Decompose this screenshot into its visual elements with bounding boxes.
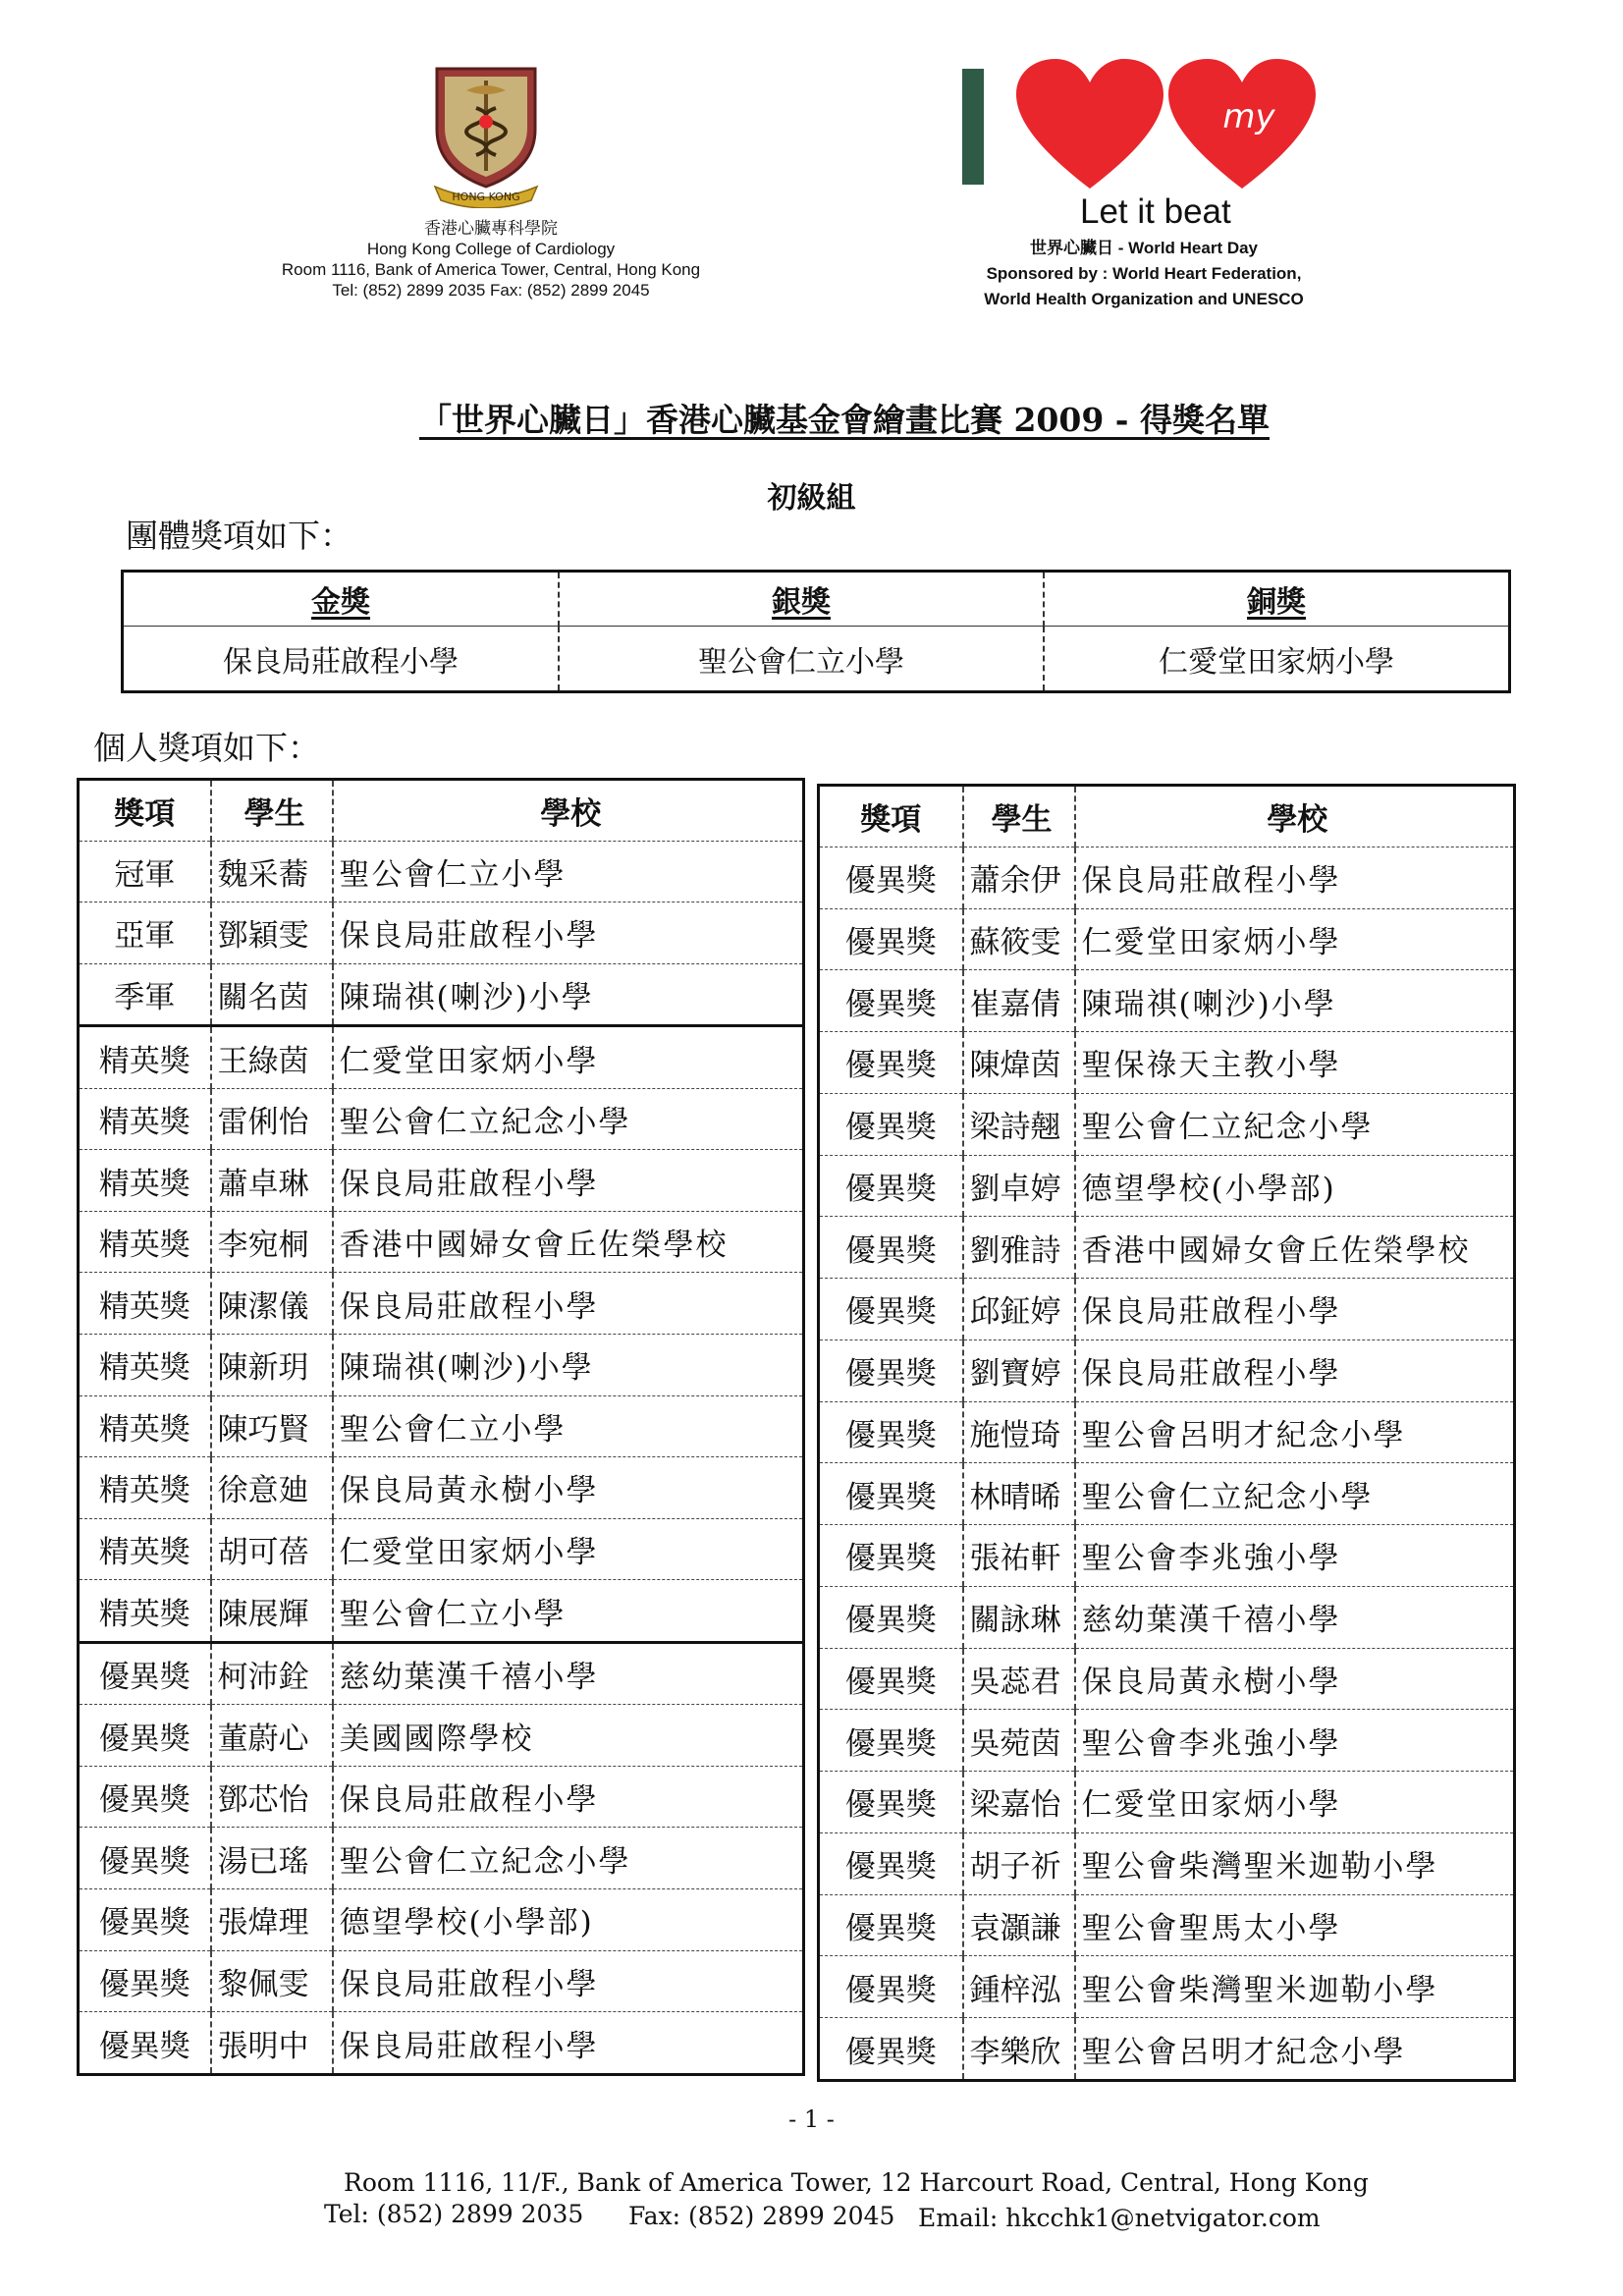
student-cell: 李宛桐: [211, 1211, 333, 1273]
student-cell: 陳煒茵: [963, 1032, 1075, 1094]
student-cell: 陳巧賢: [211, 1395, 333, 1457]
student-cell: 邱鉦婷: [963, 1279, 1075, 1340]
table-row: [819, 1401, 1515, 1463]
student-cell: 張煒理: [211, 1889, 333, 1951]
page-title: 「世界心臟日」香港心臟基金會繪畫比賽 2009 - 得獎名單: [418, 401, 1270, 439]
heart-tagline: Let it beat: [1080, 192, 1231, 231]
table-row: [79, 1889, 804, 1951]
column-student: 學生: [211, 780, 333, 842]
group-column-silver: 銀獎: [559, 572, 1044, 627]
award-cell: 精英獎: [79, 1580, 211, 1643]
student-cell: 蘇筱雯: [963, 908, 1075, 970]
award-cell: 精英獎: [79, 1273, 211, 1335]
college-tel-fax: Tel: (852) 2899 2035 Fax: (852) 2899 2045: [332, 281, 650, 300]
student-cell: 雷俐怡: [211, 1088, 333, 1150]
award-cell: 優異獎: [819, 1894, 963, 1956]
school-cell: 聖公會仁立小學: [333, 841, 804, 902]
table-row: [79, 1766, 804, 1828]
logo-i-bar: [962, 69, 984, 185]
table-row: [79, 963, 804, 1026]
school-cell: 保良局莊啟程小學: [1075, 847, 1515, 908]
column-award: 獎項: [79, 780, 211, 842]
table-row: [819, 1093, 1515, 1155]
school-cell: 保良局黃永樹小學: [1075, 1648, 1515, 1710]
student-cell: 梁詩翹: [963, 1093, 1075, 1155]
award-cell: 亞軍: [79, 902, 211, 964]
school-cell: 聖公會仁立紀念小學: [1075, 1463, 1515, 1525]
school-cell: 聖公會柴灣聖米迦勒小學: [1075, 1832, 1515, 1894]
school-cell: 美國國際學校: [333, 1705, 804, 1767]
school-cell: 慈幼葉漢千禧小學: [333, 1642, 804, 1705]
table-row: [79, 1026, 804, 1089]
table-row: [79, 1273, 804, 1335]
college-name-en: Hong Kong College of Cardiology: [366, 240, 616, 258]
award-cell: 優異獎: [79, 1766, 211, 1828]
footer-address: Room 1116, 11/F., Bank of America Tower, 12 Harcourt Road, Central, Hong Kong: [344, 2168, 1369, 2197]
individual-awards-heading: 個人獎項如下：: [93, 729, 320, 767]
award-cell: 優異獎: [819, 1586, 963, 1648]
school-cell: 聖保祿天主教小學: [1075, 1032, 1515, 1094]
award-cell: 精英獎: [79, 1457, 211, 1519]
table-row: [819, 1463, 1515, 1525]
crest-banner: HONG KONG: [452, 191, 520, 203]
table-row: [819, 1956, 1515, 2018]
award-cell: 優異獎: [819, 1956, 963, 2018]
school-cell: 聖公會呂明才紀念小學: [1075, 1401, 1515, 1463]
table-row: [79, 1150, 804, 1212]
table-header-row: [819, 786, 1515, 847]
award-cell: 優異獎: [79, 1828, 211, 1889]
table-row: [819, 1339, 1515, 1401]
table-row: [819, 1648, 1515, 1710]
school-cell: 保良局黃永樹小學: [333, 1457, 804, 1519]
school-cell: 德望學校(小學部): [1075, 1155, 1515, 1217]
award-cell: 優異獎: [98, 2028, 190, 2064]
school-cell: 聖公會李兆強小學: [1075, 1525, 1515, 1587]
student-cell: 徐意廸: [211, 1457, 333, 1519]
award-cell: 精英獎: [79, 1211, 211, 1273]
table-row: [79, 1705, 804, 1767]
student-cell: 鄧穎雯: [211, 902, 333, 964]
group-column-bronze: 銅獎: [1044, 572, 1510, 627]
student-cell: 胡子祈: [963, 1832, 1075, 1894]
award-cell: 優異獎: [819, 1648, 963, 1710]
school-cell: 保良局莊啟程小學: [333, 1273, 804, 1335]
school-cell: 陳瑞祺(喇沙)小學: [333, 963, 804, 1026]
school-cell: 保良局莊啟程小學: [333, 1950, 804, 2012]
table-row: [819, 1710, 1515, 1772]
column-student: 學生: [963, 786, 1075, 847]
school-cell: 保良局莊啟程小學: [333, 1766, 804, 1828]
school-cell: 聖公會仁立紀念小學: [333, 1088, 804, 1150]
student-cell: 李樂欣: [963, 2018, 1075, 2081]
student-cell: 張祐軒: [963, 1525, 1075, 1587]
table-row: [79, 2012, 804, 2075]
college-name-zh: 香港心臟專科學院: [424, 219, 558, 238]
footer-email: Email: hkcchk1@netvigator.com: [918, 2204, 1321, 2232]
award-cell: 優異獎: [819, 1339, 963, 1401]
table-row: [79, 1518, 804, 1580]
table-row: [79, 1335, 804, 1396]
award-cell: 優異獎: [819, 847, 963, 908]
school-cell: 聖公會柴灣聖米迦勒小學: [1075, 1956, 1515, 2018]
student-cell: 魏采蕎: [211, 841, 333, 902]
school-cell: 香港中國婦女會丘佐榮學校: [333, 1211, 804, 1273]
school-cell: 保良局莊啟程小學: [333, 1150, 804, 1212]
table-row: [819, 847, 1515, 908]
award-cell: 優異獎: [79, 1889, 211, 1951]
footer-tel: Tel: (852) 2899 2035: [324, 2200, 584, 2228]
table-row: [819, 1586, 1515, 1648]
school-cell: 保良局莊啟程小學: [1075, 1279, 1515, 1340]
student-cell: 吳菀茵: [963, 1710, 1075, 1772]
student-cell: 黎佩雯: [211, 1950, 333, 2012]
table-row: [819, 908, 1515, 970]
award-cell: 優異獎: [819, 970, 963, 1032]
student-cell: 梁嘉怡: [963, 1772, 1075, 1833]
award-cell: 精英獎: [79, 1335, 211, 1396]
student-cell: 陳新玥: [211, 1335, 333, 1396]
table-row: [79, 1457, 804, 1519]
student-cell: 胡可蓓: [211, 1518, 333, 1580]
student-cell: 劉雅詩: [963, 1217, 1075, 1279]
table-row: [819, 1279, 1515, 1340]
table-row: [819, 1217, 1515, 1279]
award-cell: 精英獎: [79, 1395, 211, 1457]
school-cell: 聖公會呂明才紀念小學: [1075, 2018, 1515, 2081]
table-row: [79, 902, 804, 964]
table-row: [79, 1580, 804, 1643]
sponsor-line-1: Sponsored by : World Heart Federation,: [986, 264, 1302, 283]
student-cell: 崔嘉倩: [963, 970, 1075, 1032]
school-cell: 德望學校(小學部): [333, 1889, 804, 1951]
individual-awards-left-table: [77, 778, 805, 2076]
award-cell: 優異獎: [79, 1642, 211, 1705]
student-cell: 關名茵: [211, 963, 333, 1026]
student-cell: 柯沛銓: [211, 1642, 333, 1705]
school-cell: 聖公會聖馬太小學: [1075, 1894, 1515, 1956]
school-cell: 聖公會仁立紀念小學: [1075, 1093, 1515, 1155]
school-cell: 保良局莊啟程小學: [1075, 1339, 1515, 1401]
group-awards-heading: 團體獎項如下：: [126, 517, 352, 555]
award-cell: 優異獎: [819, 1832, 963, 1894]
award-cell: 精英獎: [79, 1026, 211, 1089]
table-row: [819, 1772, 1515, 1833]
table-row: [79, 1088, 804, 1150]
table-row: [819, 1832, 1515, 1894]
award-cell: 優異獎: [819, 1710, 963, 1772]
group-silver-school: 聖公會仁立小學: [559, 627, 1044, 692]
table-row: [79, 1828, 804, 1889]
school-cell: 聖公會仁立小學: [333, 1580, 804, 1643]
group-column-gold: 金獎: [123, 572, 560, 627]
school-cell: 聖公會仁立小學: [333, 1395, 804, 1457]
table-row: [819, 1032, 1515, 1094]
college-address: Room 1116, Bank of America Tower, Central, Hong Kong: [281, 260, 701, 279]
table-row: [79, 1211, 804, 1273]
world-heart-day: 世界心臟日 - World Heart Day: [1029, 239, 1259, 257]
award-cell: 優異獎: [819, 1525, 963, 1587]
student-cell: 湯已瑤: [211, 1828, 333, 1889]
school-cell: 陳瑞祺(喇沙)小學: [1075, 970, 1515, 1032]
school-cell: 香港中國婦女會丘佐榮學校: [1075, 1217, 1515, 1279]
table-row: [819, 1525, 1515, 1587]
award-cell: 優異獎: [79, 1950, 211, 2012]
student-cell: 董蔚心: [211, 1705, 333, 1767]
table-row: [819, 1155, 1515, 1217]
school-cell: 仁愛堂田家炳小學: [1075, 908, 1515, 970]
college-crest-logo: [427, 61, 545, 208]
award-cell: 優異獎: [819, 1279, 963, 1340]
student-cell: 張明中: [211, 2012, 333, 2075]
group-gold-school: 保良局莊啟程小學: [223, 644, 459, 680]
award-cell: 優異獎: [819, 1217, 963, 1279]
school-cell: 仁愛堂田家炳小學: [333, 1026, 804, 1089]
award-cell: 優異獎: [819, 1463, 963, 1525]
award-cell: 優異獎: [819, 1032, 963, 1094]
division-title: 初級組: [767, 481, 856, 516]
award-cell: 季軍: [79, 963, 211, 1026]
group-awards-table: [121, 570, 1511, 693]
school-cell: 仁愛堂田家炳小學: [333, 1518, 804, 1580]
table-header-row: [79, 780, 804, 842]
heart-word: my: [1222, 97, 1275, 137]
page-number: - 1 -: [788, 2105, 835, 2133]
award-cell: 優異獎: [819, 1401, 963, 1463]
student-cell: 吳蕊君: [963, 1648, 1075, 1710]
table-row: [79, 1950, 804, 2012]
award-cell: 精英獎: [79, 1088, 211, 1150]
award-cell: 精英獎: [79, 1150, 211, 1212]
table-row: [79, 1395, 804, 1457]
table-row: [79, 841, 804, 902]
table-row: [819, 1894, 1515, 1956]
school-cell: 保良局莊啟程小學: [333, 902, 804, 964]
award-cell: 優異獎: [844, 2034, 937, 2070]
student-cell: 袁灝謙: [963, 1894, 1075, 1956]
column-award: 獎項: [819, 786, 963, 847]
student-cell: 施愷琦: [963, 1401, 1075, 1463]
award-cell: 優異獎: [819, 1155, 963, 1217]
school-cell: 慈幼葉漢千禧小學: [1075, 1586, 1515, 1648]
award-cell: 優異獎: [819, 1772, 963, 1833]
column-school: 學校: [333, 780, 804, 842]
student-cell: 鄧芯怡: [211, 1766, 333, 1828]
column-school: 學校: [1075, 786, 1515, 847]
school-cell: 仁愛堂田家炳小學: [1075, 1772, 1515, 1833]
table-row: [819, 970, 1515, 1032]
school-cell: 保良局莊啟程小學: [333, 2012, 804, 2075]
heart-my-icon: [1168, 59, 1316, 196]
student-cell: 蕭卓琳: [211, 1150, 333, 1212]
school-cell: 聖公會李兆強小學: [1075, 1710, 1515, 1772]
table-row: [819, 2018, 1515, 2081]
student-cell: 蕭余伊: [963, 847, 1075, 908]
table-row: [79, 1642, 804, 1705]
award-cell: 優異獎: [819, 908, 963, 970]
heart-icon: [1016, 59, 1163, 196]
student-cell: 陳潔儀: [211, 1273, 333, 1335]
student-cell: 陳展輝: [211, 1580, 333, 1643]
student-cell: 鍾梓泓: [963, 1956, 1075, 2018]
school-cell: 聖公會仁立紀念小學: [333, 1828, 804, 1889]
footer-fax: Fax: (852) 2899 2045: [628, 2202, 895, 2230]
sponsor-line-2: World Health Organization and UNESCO: [984, 290, 1304, 308]
student-cell: 林晴晞: [963, 1463, 1075, 1525]
student-cell: 劉寶婷: [963, 1339, 1075, 1401]
student-cell: 劉卓婷: [963, 1155, 1075, 1217]
group-bronze-school: 仁愛堂田家炳小學: [1044, 627, 1510, 692]
student-cell: 關詠琳: [963, 1586, 1075, 1648]
individual-awards-right-table: [817, 784, 1516, 2082]
school-cell: 陳瑞祺(喇沙)小學: [333, 1335, 804, 1396]
award-cell: 優異獎: [819, 1093, 963, 1155]
award-cell: 冠軍: [79, 841, 211, 902]
award-cell: 精英獎: [79, 1518, 211, 1580]
student-cell: 王綠茵: [211, 1026, 333, 1089]
award-cell: 優異獎: [79, 1705, 211, 1767]
